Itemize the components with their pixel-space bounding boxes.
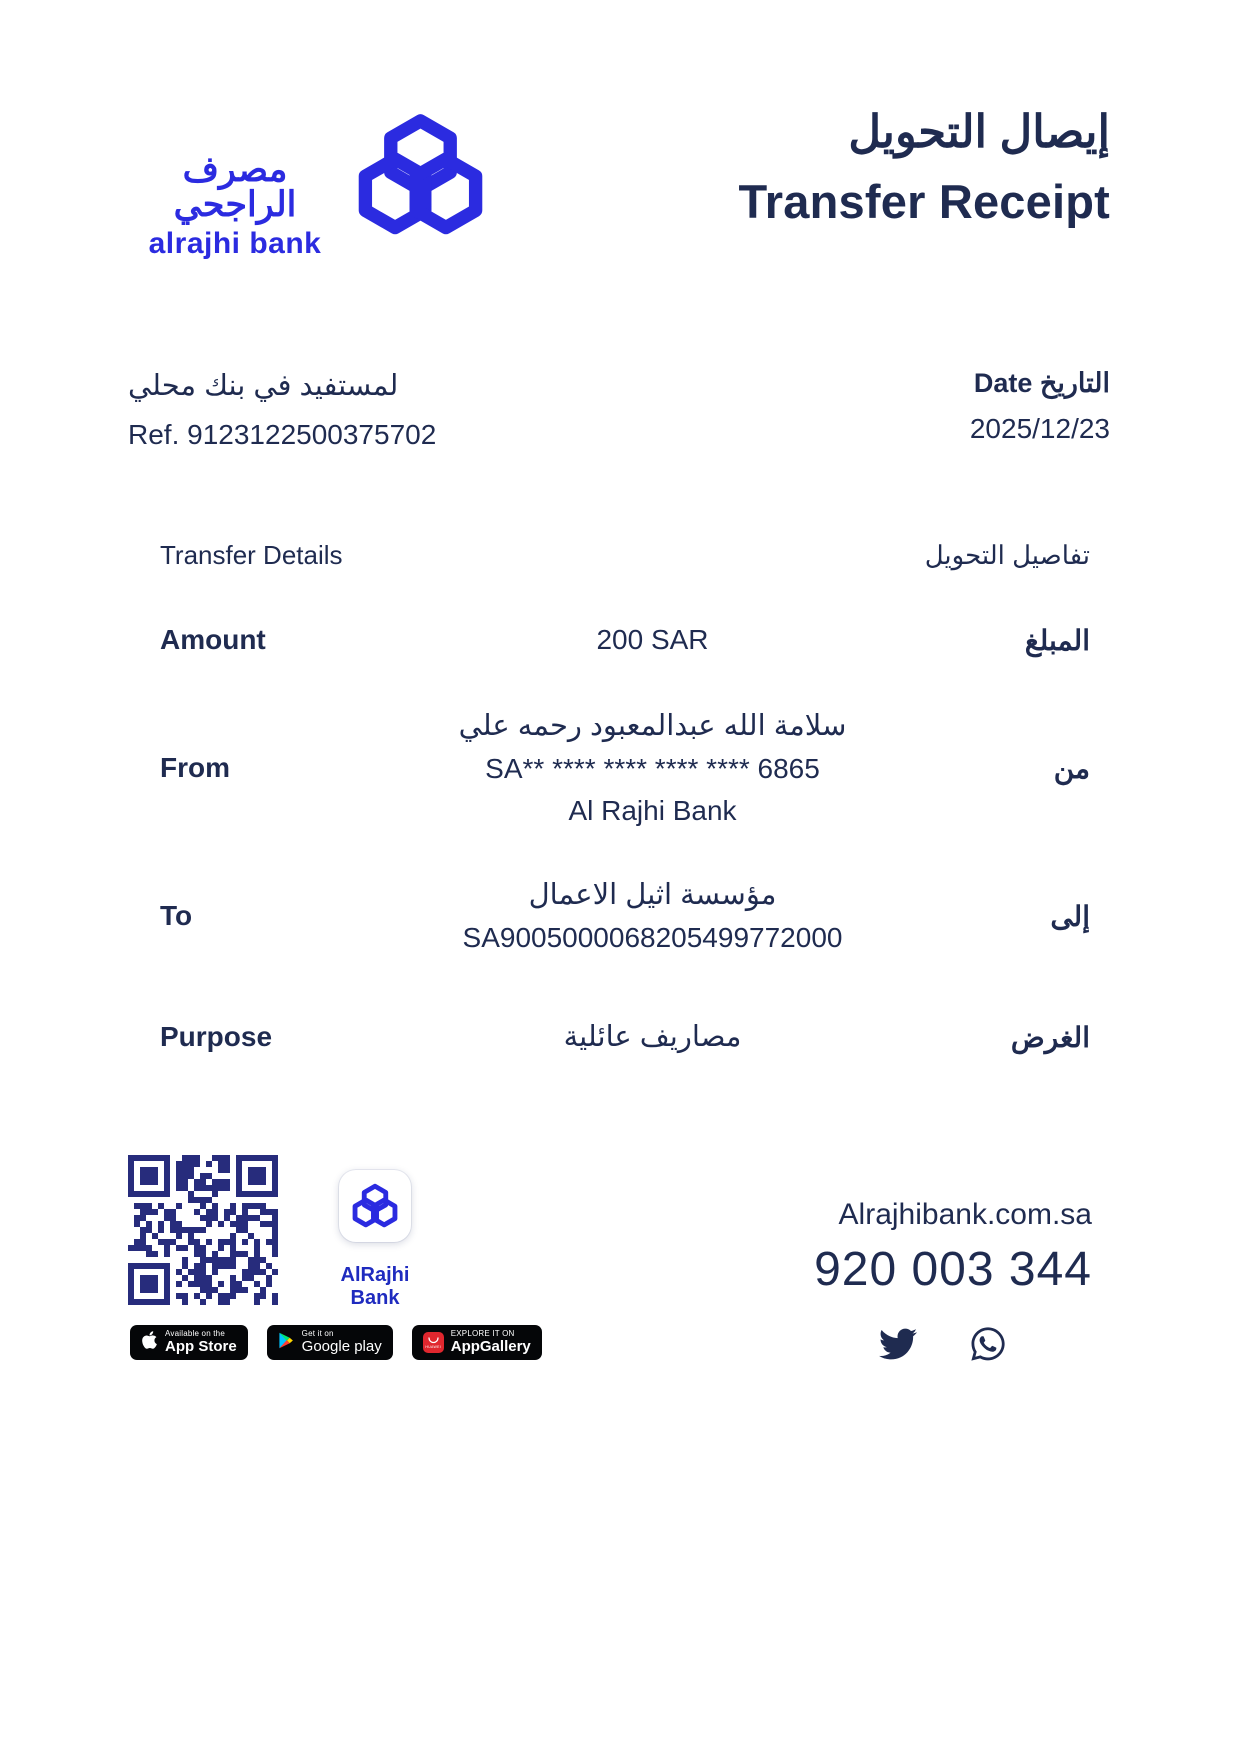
alrajhi-app-icon	[339, 1170, 411, 1242]
page-title-arabic: إيصال التحويل	[848, 106, 1110, 157]
from-value	[335, 704, 970, 833]
qr-finder-top-left	[128, 1155, 170, 1197]
badge-top-text: EXPLORE IT ON	[450, 1328, 515, 1338]
to-value	[335, 873, 970, 960]
purpose-text: مصاريف عائلية	[563, 1021, 742, 1054]
alrajhi-wordmark	[135, 112, 335, 261]
sender-bank: Al Rajhi Bank	[568, 795, 737, 827]
badge-bottom-text: AppGallery	[450, 1338, 531, 1356]
from-label-ar: من	[1053, 752, 1090, 784]
badge-bottom-text: App Store	[165, 1338, 237, 1356]
beneficiary-iban: SA9005000068205499772000	[462, 921, 843, 953]
page-title	[738, 104, 1110, 229]
social-icons	[792, 1325, 1092, 1363]
app-store-badge[interactable]	[130, 1325, 248, 1360]
beneficiary-name: مؤسسة اثيل الاعمال	[528, 878, 777, 911]
purpose-row	[160, 1015, 1090, 1059]
transfer-details-header	[160, 540, 1090, 571]
qr-finder-top-right	[236, 1155, 278, 1197]
google-play-badge[interactable]	[267, 1325, 393, 1360]
amount-value	[335, 619, 970, 662]
amount-label-ar: المبلغ	[1024, 624, 1090, 656]
to-row	[160, 873, 1090, 960]
from-label-en: From	[160, 752, 230, 784]
date-label: التاريخ Date	[973, 368, 1110, 398]
badge-bottom-text: Google play	[301, 1338, 382, 1356]
twitter-icon[interactable]	[877, 1325, 919, 1363]
badge-top-text: Get it on	[301, 1328, 334, 1338]
whatsapp-icon[interactable]	[969, 1325, 1007, 1363]
date-block	[970, 368, 1110, 451]
alrajhi-hexagon-logo-icon	[357, 112, 484, 244]
app-name-label: AlRajhi Bank	[340, 1264, 410, 1309]
section-title-english: Transfer Details	[160, 540, 343, 570]
sender-masked-account: SA** **** **** **** **** 6865	[485, 752, 820, 784]
beneficiary-and-reference	[128, 368, 436, 451]
appgallery-badge[interactable]	[412, 1325, 542, 1360]
from-row	[160, 704, 1090, 833]
purpose-value	[335, 1015, 970, 1059]
alrajhi-logo	[135, 112, 484, 261]
contact-block	[792, 1198, 1092, 1363]
page-title-english: Transfer Receipt	[738, 175, 1110, 229]
to-label-en: To	[160, 900, 193, 932]
qr-finder-bottom-left	[128, 1263, 170, 1305]
amount-label-en: Amount	[160, 624, 266, 656]
website-url: Alrajhibank.com.sa	[838, 1198, 1092, 1231]
beneficiary-note: لمستفيد في بنك محلي	[128, 370, 399, 402]
date-value: 2025/12/23	[969, 413, 1110, 444]
store-badges	[130, 1325, 542, 1360]
huawei-label: HUAWEI	[425, 1344, 442, 1349]
section-title-arabic: تفاصيل التحويل	[924, 540, 1090, 570]
purpose-label-ar: الغرض	[1010, 1021, 1090, 1053]
reference-number: Ref. 9123122500375702	[128, 419, 437, 450]
to-label-ar: إلى	[1050, 900, 1090, 932]
transfer-details-section	[160, 540, 1090, 1059]
amount-row	[160, 619, 1090, 662]
sender-name: سلامة الله عبدالمعبود رحمه علي	[458, 709, 847, 742]
logo-arabic-wordmark: مصرف الراجحي	[173, 150, 297, 224]
qr-code	[128, 1155, 278, 1305]
receipt-meta	[128, 368, 1110, 451]
amount-text: 200 SAR	[596, 624, 709, 655]
purpose-label-en: Purpose	[160, 1021, 273, 1053]
huawei-appgallery-icon	[423, 1332, 444, 1353]
phone-number: 920 003 344	[814, 1243, 1092, 1296]
mobile-app-block	[320, 1170, 430, 1310]
apple-icon	[141, 1330, 158, 1355]
google-play-icon	[278, 1331, 295, 1355]
logo-english-wordmark: alrajhi bank	[148, 227, 322, 260]
badge-top-text: Available on the	[165, 1328, 225, 1338]
